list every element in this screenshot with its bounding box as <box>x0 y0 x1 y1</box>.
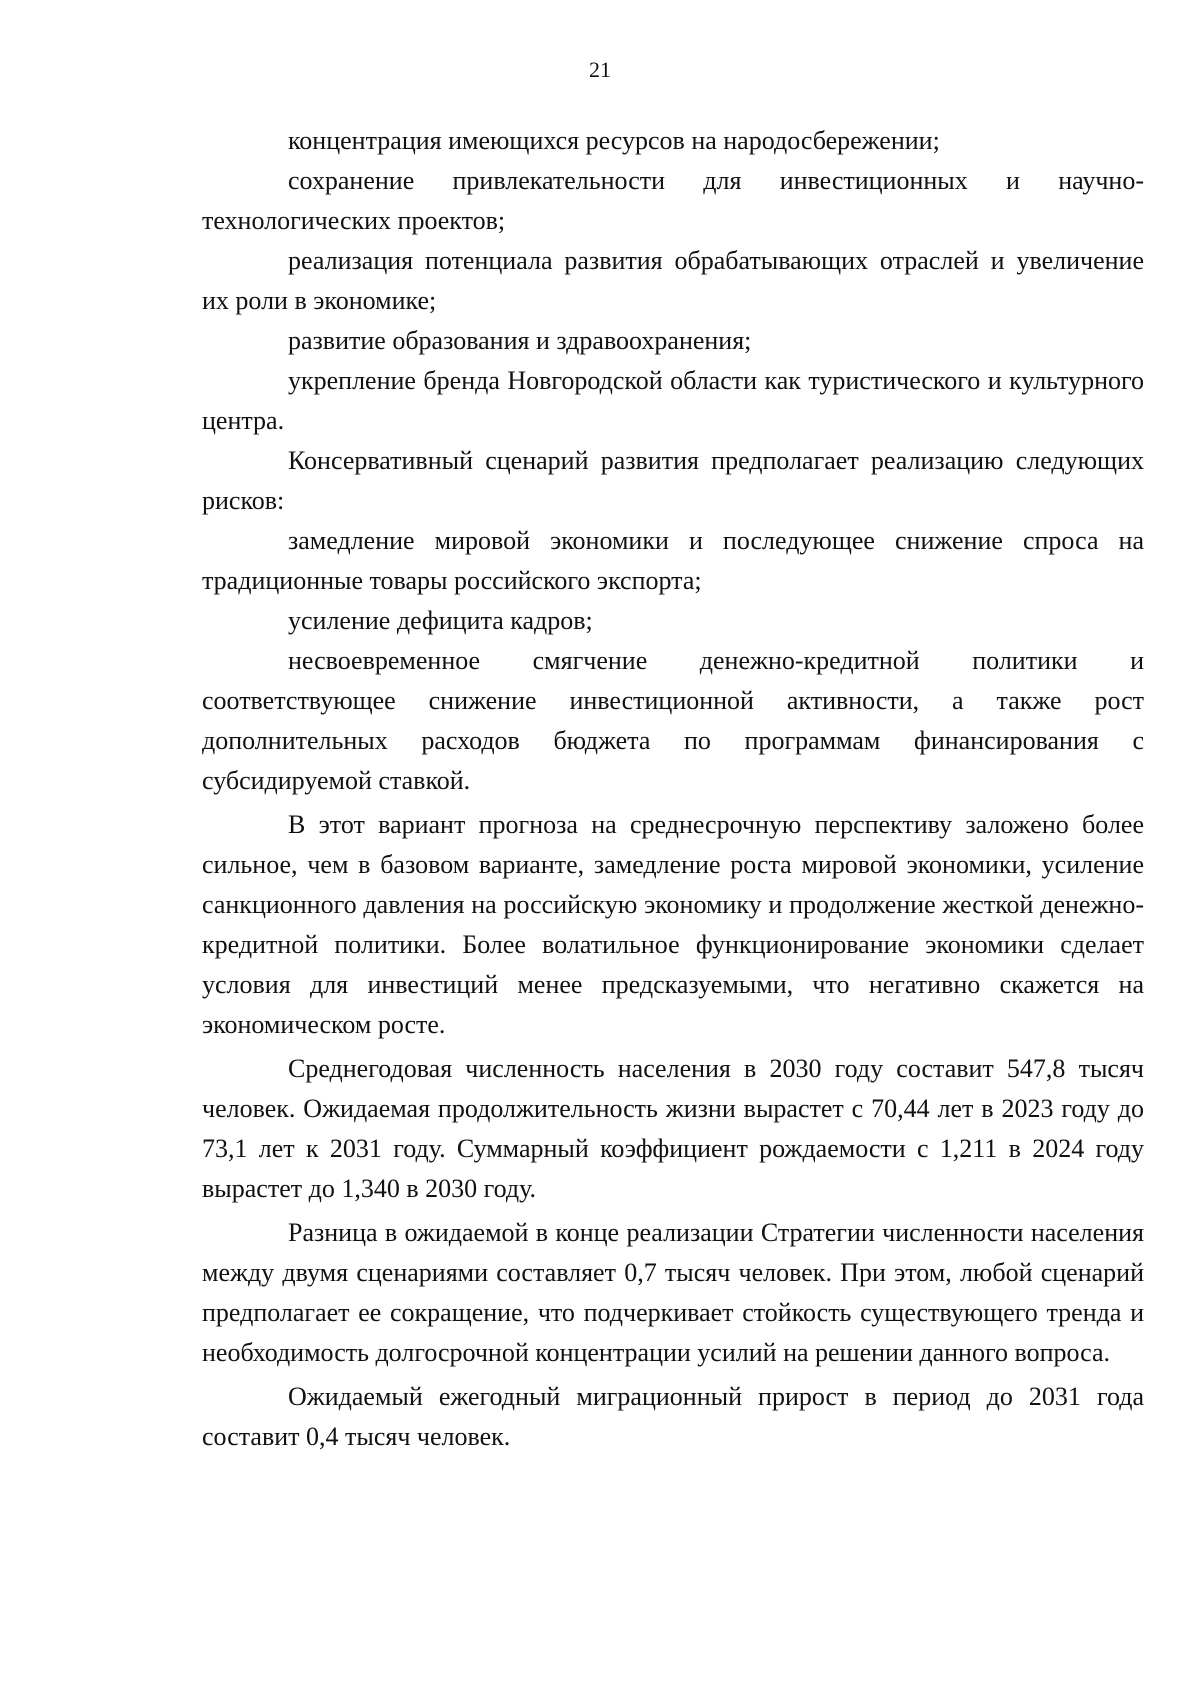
paragraph-investment-attractiveness: сохранение привлекательности для инвестиционных и научно-технологических проектов; <box>202 166 1144 235</box>
page-number: 21 <box>589 57 611 82</box>
paragraph-monetary-policy: несвоевременное смягчение денежно-кредитной политики и соответствующее снижение инвестиционной активности, а также рост дополнительных расходов бюджета по программам финансирования с субсидируемой ставкой. <box>202 646 1144 795</box>
document-body <box>202 121 1144 1457</box>
paragraph-resource-concentration: концентрация имеющихся ресурсов на народосбережении; <box>288 126 940 155</box>
paragraph-manufacturing-potential: реализация потенциала развития обрабатывающих отраслей и увеличение их роли в экономике; <box>202 246 1144 315</box>
paragraph-migration-growth: Ожидаемый ежегодный миграционный прирост в период до 2031 года составит 0,4 тысяч человек. <box>202 1382 1144 1451</box>
paragraph-medium-term-forecast: В этот вариант прогноза на среднесрочную перспективу заложено более сильное, чем в базовом варианте, замедление роста мировой экономики, усиление санкционного давления на российскую экономику и продолжение жесткой денежно-кредитной политики. Более волатильное функционирование экономики сделает условия для инвестиций менее предсказуемыми, что негативно скажется на экономическом росте. <box>202 810 1144 1039</box>
paragraph-scenario-difference: Разница в ожидаемой в конце реализации Стратегии численности населения между двумя сценариями составляет 0,7 тысяч человек. При этом, любой сценарий предполагает ее сокращение, что подчеркивает стойкость существующего тренда и необходимость долгосрочной концентрации усилий на решении данного вопроса. <box>202 1218 1144 1367</box>
paragraph-population-forecast: Среднегодовая численность населения в 2030 году составит 547,8 тысяч человек. Ожидаемая продолжительность жизни вырастет с 70,44 лет в 2023 году до 73,1 лет к 2031 году. Суммарный коэффициент рождаемости с 1,211 в 2024 году вырастет до 1,340 в 2030 году. <box>202 1054 1144 1203</box>
paragraph-global-slowdown: замедление мировой экономики и последующее снижение спроса на традиционные товары российского экспорта; <box>202 526 1144 595</box>
paragraph-region-brand: укрепление бренда Новгородской области как туристического и культурного центра. <box>202 366 1144 435</box>
paragraph-education-healthcare: развитие образования и здравоохранения; <box>288 326 752 355</box>
paragraph-labor-shortage: усиление дефицита кадров; <box>288 606 593 635</box>
paragraph-conservative-scenario: Консервативный сценарий развития предполагает реализацию следующих рисков: <box>202 446 1144 515</box>
